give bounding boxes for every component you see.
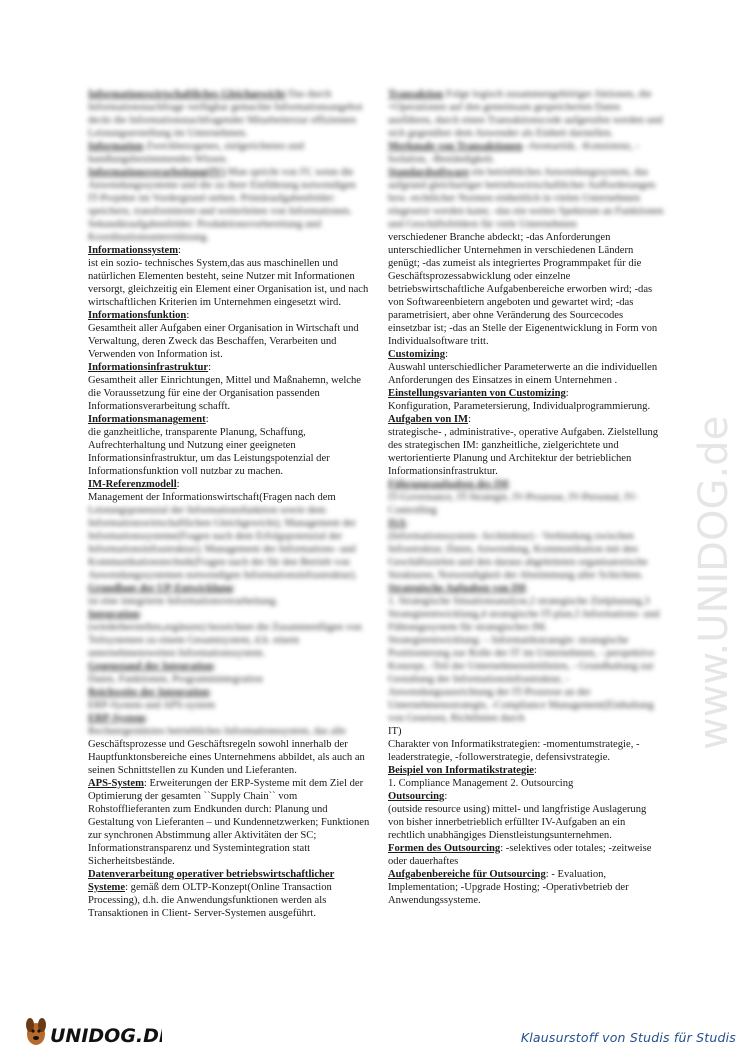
definition-text: Charakter von Informatikstrategien: -momentumstrategie, -leaderstrategie, -followerstrategie, defensivstrategie. xyxy=(388,739,640,763)
term-heading: Merkmale von Transaktionen xyxy=(388,141,523,152)
term-heading: Informationsverarbeitung(IV) xyxy=(88,167,226,178)
term-heading: Reichweite der Integration xyxy=(88,687,210,698)
paragraph: Integration: (wiederherstellen,ergänzen) bezeichnet die Zusammenfügen von Teilsystemen zu einem Gesamtsystem, d.h. einem unternehmensweiten Informationssystem. xyxy=(88,609,362,659)
term-heading: Informationsinfrastruktur xyxy=(88,362,209,373)
definition-text: : -selektives oder totales; -zeitweise oder dauerhaftes xyxy=(388,843,652,867)
definition-text: Das durch Informationsnachfrage verfügbar gemachte Informationsangebot deckt die Informationsnachfragender Mitarbeiterzur effizienten Leistungserstellung im Unternehmen. xyxy=(88,89,363,139)
paragraph: Outsourcing: (outside resource using) mittel- und langfristige Auslagerung von bisher innerbetrieblich erfüllter IV-Aufgaben an ein rechtlich unabhängiges Dienstleistungsunternehmen. xyxy=(388,791,647,841)
term-heading: Einstellungsvarianten von Customizing xyxy=(388,388,566,399)
right-clear-section xyxy=(388,231,664,478)
left-clear-section-bottom xyxy=(88,738,370,920)
term-heading: Informationsmanagement xyxy=(88,414,206,425)
term-heading: IM-Referenzmodell xyxy=(88,479,177,490)
definition-text: Management der Informationswirtschaft(Fragen nach dem xyxy=(88,492,336,503)
logo-text: UNIDOG.DE xyxy=(50,1025,162,1047)
term-heading: ISA xyxy=(388,518,406,529)
definition-text: (outside resource using) mittel- und langfristige Auslagerung von bisher innerbetrieblich erfüllter IV-Aufgaben an ein rechtlich unabhängiges Dienstleistungsunternehmen. xyxy=(388,804,647,841)
term-heading: Informationsfunktion xyxy=(88,310,187,321)
paragraph xyxy=(388,868,664,907)
definition-text: ein betriebliches Anwendungssystem, das aufgrund gleichartiger betriebswirtschaftlicher Aufforderungen bzw. rechtlicher Normen einheitlich in vielen Unternehmen eingesetzt werden kann; -das ein weites Spektrum an Funktionen und Geschäftsfeldern für viele Unternehmen xyxy=(388,167,664,230)
definition-text: Auswahl unterschiedlicher Parameterwerte an die individuellen Anforderungen des Einsatzes in einem Unternehmen . xyxy=(388,362,658,386)
paragraph xyxy=(88,88,370,140)
footer-logo xyxy=(22,1012,162,1050)
paragraph xyxy=(388,140,664,166)
definition-text: Zweckbezogenes, zielgerichtetes und handlungsbestimmendes Wissen. xyxy=(88,141,304,165)
term-heading: Integration xyxy=(88,609,140,620)
paragraph: Informationsmanagement: die ganzheitliche, transparente Planung, Schaffung, Aufrechterhaltung und Nutzung einer geeigneten Informationsinfrastruktur, um das Leistungspotenzial der Informationsfunktion voll nutzbar zu machen. xyxy=(88,414,330,477)
term-heading: Datenverarbeitung operativer betriebswirtschaftlicher Systeme xyxy=(88,869,335,893)
term-heading: Information xyxy=(88,141,144,152)
definition-text: (Informationssystem- Architektur) - Verbindung zwischen Infrastruktur, Daten, Anwendung, Kommunikation mit den Geschäftszielen und den daraus abgeleiteten organisatorische Strukturen, Notwendigkeit der Abstimmung aller Schichten. xyxy=(388,531,648,581)
definition-text: IT) xyxy=(388,726,402,737)
definition-text: verschiedener Branche abdeckt; -das Anforderungen unterschiedlicher Unternehmen in verschiedenen Ländern genügt; -das zumeist als integriertes Programmpaket für die Geschäftsprozessabwicklung oder einzelne betriebswirtschaftliche Aufgabenbereiche erworben wird; -das von Softwareenbietern angeboten und gewartet wird; -das parametrisiert, aber ohne Veränderung des Sourcecodes einsetzbar ist; -das an Stelle der Eigenentwicklung in Form von Individualsoftware tritt. xyxy=(388,232,658,347)
paragraph xyxy=(88,166,370,244)
left-clear-section xyxy=(88,244,370,504)
paragraph: Führungsaufgaben des IM: IT-Governance, IT-Strategie, IV-Prozesse, IV-Personal, IV-Controlling xyxy=(388,479,638,516)
paragraph: Aufgaben von IM: strategische- , administrative-, operative Aufgaben. Zielstellung des strategischen IM: ganzheitliche, zielgerichtete und wertorientierte Planung und Architektur der betrieblichen Informationsinfrastruktur. xyxy=(388,414,659,477)
definition-text: 1. Compliance Management 2. Outsourcing xyxy=(388,778,574,789)
definition-text: Konfiguration, Parametersierung, Individualprogrammierung. xyxy=(388,401,651,412)
paragraph: ERP-System: Rechnergestütztes betriebliches Informationssystem, das alle xyxy=(88,713,346,737)
paragraph: ISA: (Informationssystem- Architektur) - Verbindung zwischen Infrastruktur, Daten, Anwendung, Kommunikation mit den Geschäftszielen und den daraus abgeleiteten organisatorische Strukturen, Notwendigkeit der Abstimmung aller Schichten. xyxy=(388,518,648,581)
paragraph: Reichweite der Integration: ERP-System und APS-system xyxy=(88,687,216,711)
paragraph xyxy=(88,777,370,868)
watermark xyxy=(672,250,750,770)
definition-text: die ganzheitliche, transparente Planung, Schaffung, Aufrechterhaltung und Nutzung einer geeigneten Informationsinfrastruktur, um das Leistungspotenzial der Informationsfunktion voll nutzbar zu machen. xyxy=(88,427,330,477)
term-heading: Aufgaben von IM xyxy=(388,414,469,425)
definition-text: -Atomarität, -Konsistenz, -Isolation, -Beständigkeit. xyxy=(388,141,640,165)
right-clear-section-bottom xyxy=(388,725,664,907)
paragraph: Informationsinfrastruktur: Gesamtheit aller Einrichtungen, Mittel und Maßnahemn, welche die Voraussetzung für eine der Organisation passenden Informationsverarbeitung schafft. xyxy=(88,362,362,412)
definition-text: Folge logisch zusammengehöriger Aktionen, die +Operationen auf den gemeinsam gespeicherten Daten ausführen, durch einen Transaktionscode aufgerufen werden und sich gegenüber dem Anwender als Einheit darstellen. xyxy=(388,89,663,139)
definition-text: Leistungspotenzial der Informationsfunktion sowie dem Informationswirtschaftlichen Gleichgewicht); Management der Informationssysteme(Fragen nach dem Erfolgspotenzial der Informationsinfrastruktur); Management der Informations- und Kommunikationstechnik(Fragen nach der für den Betrieb von Anwendungssystemen notwendigen Informationsinfrastruktur). xyxy=(88,505,358,581)
paragraph xyxy=(88,140,370,166)
paragraph xyxy=(88,868,370,920)
definition-text: ERP-System und APS-system xyxy=(88,700,216,711)
term-heading: Grundlage der UP-Entwicklung xyxy=(88,583,233,594)
watermark-text: www.UNIDOG.de xyxy=(691,415,737,750)
paragraph: IM-Referenzmodell: Management der Informationswirtschaft(Fragen nach dem xyxy=(88,479,336,503)
term-heading: Beispiel von Informatikstrategie xyxy=(388,765,534,776)
paragraph xyxy=(388,738,664,764)
definition-text: 1. Strategische Situationsanalyse,2 strategische Zielplanung,3 Strategieentwicklung,4 strategische IT-plan,5 Informations- und Führungssystem für strategisches IM. xyxy=(388,596,660,633)
definition-text: ist ein sozio- technisches System,das aus maschinellen und natürlichen Elementen besteht, seine Nutzer mit Informationen versorgt, gleichzeitig ein Element einer Organisation ist, und nach wirtschaftlichen Kriterien im Unternehmen eingesetzt wird. xyxy=(88,258,369,308)
term-heading: ERP-System xyxy=(88,713,146,724)
paragraph: Gegenstand der Integration: Daten, Funktionen, Programmintegration xyxy=(88,661,263,685)
term-heading: APS-System xyxy=(88,778,144,789)
paragraph xyxy=(388,725,664,738)
definition-text: : - Evaluation, Implementation; -Upgrade Hosting; -Operativbetrieb der Anwendungssysteme. xyxy=(388,869,629,906)
paragraph xyxy=(388,231,664,348)
definition-text: ist eine integrierte Informationsverarbeitung. xyxy=(88,596,279,607)
definition-text: Gesamtheit aller Aufgaben einer Organisation in Wirtschaft und Verwaltung, deren Zweck das Beschaffen, Verarbeiten und Verwenden von Information ist. xyxy=(88,323,359,360)
term-heading: Customizing xyxy=(388,349,446,360)
definition-text: Geschäftsprozesse und Geschäftsregeln sowohl innerhalb der Hauptfunktonsbereiche eines Unternehmens abbildet, als auch an seinen Schnittstellen zu Kunden und Lieferanten. xyxy=(88,739,365,776)
footer-tagline: Klausurstoff von Studis für Studis xyxy=(520,1030,736,1045)
left-blurred-top xyxy=(88,88,370,244)
paragraph: Beispiel von Informatikstrategie: 1. Compliance Management 2. Outsourcing xyxy=(388,765,574,789)
paragraph: Einstellungsvarianten von Customizing: Konfiguration, Parametersierung, Individualprogrammierung. xyxy=(388,388,651,412)
paragraph: Informationsfunktion: Gesamtheit aller Aufgaben einer Organisation in Wirtschaft und Verwaltung, deren Zweck das Beschaffen, Verarbeiten und Verwenden von Information ist. xyxy=(88,310,359,360)
right-column xyxy=(388,88,664,907)
paragraph xyxy=(388,88,664,140)
term-heading: Informationswirtschaftliches Gleichgewicht xyxy=(88,89,286,100)
dog-logo-icon xyxy=(22,1012,162,1050)
term-heading: Standardsoftware xyxy=(388,167,470,178)
paragraph: Customizing: Auswahl unterschiedlicher Parameterwerte an die individuellen Anforderungen des Einsatzes in einem Unternehmen . xyxy=(388,349,658,386)
term-heading: Aufgabenbereiche für Outsourcing xyxy=(388,869,546,880)
term-heading: Transaktion xyxy=(388,89,444,100)
term-heading: Informationssystem xyxy=(88,245,179,256)
term-heading: Gegenstand der Integration xyxy=(88,661,214,672)
definition-text: Man spricht von IV, wenn die Anwendungssysteme und die zu ihrer Einführung notwendigen IT-Projekte im Vordergrund stehen. Primäraufgabenfelder: speichern, transformieren und weiterleiten von Informationen. Sekundäraufgabenfelder: Produktionsvorbereitung und Koordinationsunterstützung. xyxy=(88,167,356,243)
paragraph xyxy=(88,738,370,777)
left-column xyxy=(88,88,370,920)
paragraph: Grundlage der UP-Entwicklung: ist eine integrierte Informationsverarbeitung. xyxy=(88,583,279,607)
term-heading: Strategische Aufgaben von IM xyxy=(388,583,526,594)
definition-text: : gemäß dem OLTP-Konzept(Online Transaction Processing), d.h. die Anwendungsfunktionen werden als Transaktionen in Client- Server-Systemen ausgeführt. xyxy=(88,882,332,919)
paragraph xyxy=(88,504,370,582)
definition-text: (wiederherstellen,ergänzen) bezeichnet die Zusammenfügen von Teilsystemen zu einem Gesamtsystem, d.h. einem unternehmensweiten Informationssystem. xyxy=(88,622,362,659)
right-blurred-top xyxy=(388,88,664,231)
definition-text: strategische- , administrative-, operative Aufgaben. Zielstellung des strategischen IM: ganzheitliche, zielgerichtete und wertorientierte Planung und Architektur der betrieblichen Informationsinfrastruktur. xyxy=(388,427,659,477)
paragraph xyxy=(388,634,664,725)
definition-text: Strategieentwicklung: – Informatikstrategie: strategische Positionierung zur Rolle der IT im Unternehmen, - perspektive Konzept, -Teil der Unternehmensleitlinien, - Grundhaltung zur Gestaltung der Informationsinfrastruktur, - Anwendungsausrichtung der IT-Prozesse an der Unternehmensstrategie, -Compliance Management(Einhaltung von Gesetzen, Richtlinien durch xyxy=(388,635,655,724)
paragraph xyxy=(388,166,664,231)
definition-text: Daten, Funktionen, Programmintegration xyxy=(88,674,263,685)
paragraph: Informationssystem: ist ein sozio- technisches System,das aus maschinellen und natürlichen Elementen besteht, seine Nutzer mit Informationen versorgt, gleichzeitig ein Element einer Organisation ist, und nach wirtschaftlichen Kriterien im Unternehmen eingesetzt wird. xyxy=(88,245,369,308)
term-heading: Outsourcing xyxy=(388,791,445,802)
definition-text: IT-Governance, IT-Strategie, IV-Prozesse, IV-Personal, IV-Controlling xyxy=(388,492,638,516)
paragraph: Strategische Aufgaben von IM: 1. Strategische Situationsanalyse,2 strategische Zielplanung,3 Strategieentwicklung,4 strategische IT-plan,5 Informations- und Führungssystem für strategisches IM. xyxy=(388,583,660,633)
term-heading: Führungsaufgaben des IM xyxy=(388,479,509,490)
paragraph xyxy=(388,842,664,868)
definition-text: : Erweiterungen der ERP-Systeme mit dem Ziel der Optimierung der gesamten ``Supply Chain`` vom Rohstofflieferanten zum Endkunden durch: Planung und Gestaltung von Lieferanten – und Kundennetzwerken; Funktionen zur synchronen Abstimmung aller Aktivitäten der SC; Informationstransparenz und Systemintegration statt Sicherheitsbestände. xyxy=(88,778,370,867)
right-blurred-middle xyxy=(388,478,664,725)
term-heading: Formen des Outsourcing xyxy=(388,843,501,854)
left-blurred-middle xyxy=(88,504,370,738)
definition-text: Rechnergestütztes betriebliches Informationssystem, das alle xyxy=(88,726,346,737)
definition-text: Gesamtheit aller Einrichtungen, Mittel und Maßnahemn, welche die Voraussetzung für eine der Organisation passenden Informationsverarbeitung schafft. xyxy=(88,375,362,412)
